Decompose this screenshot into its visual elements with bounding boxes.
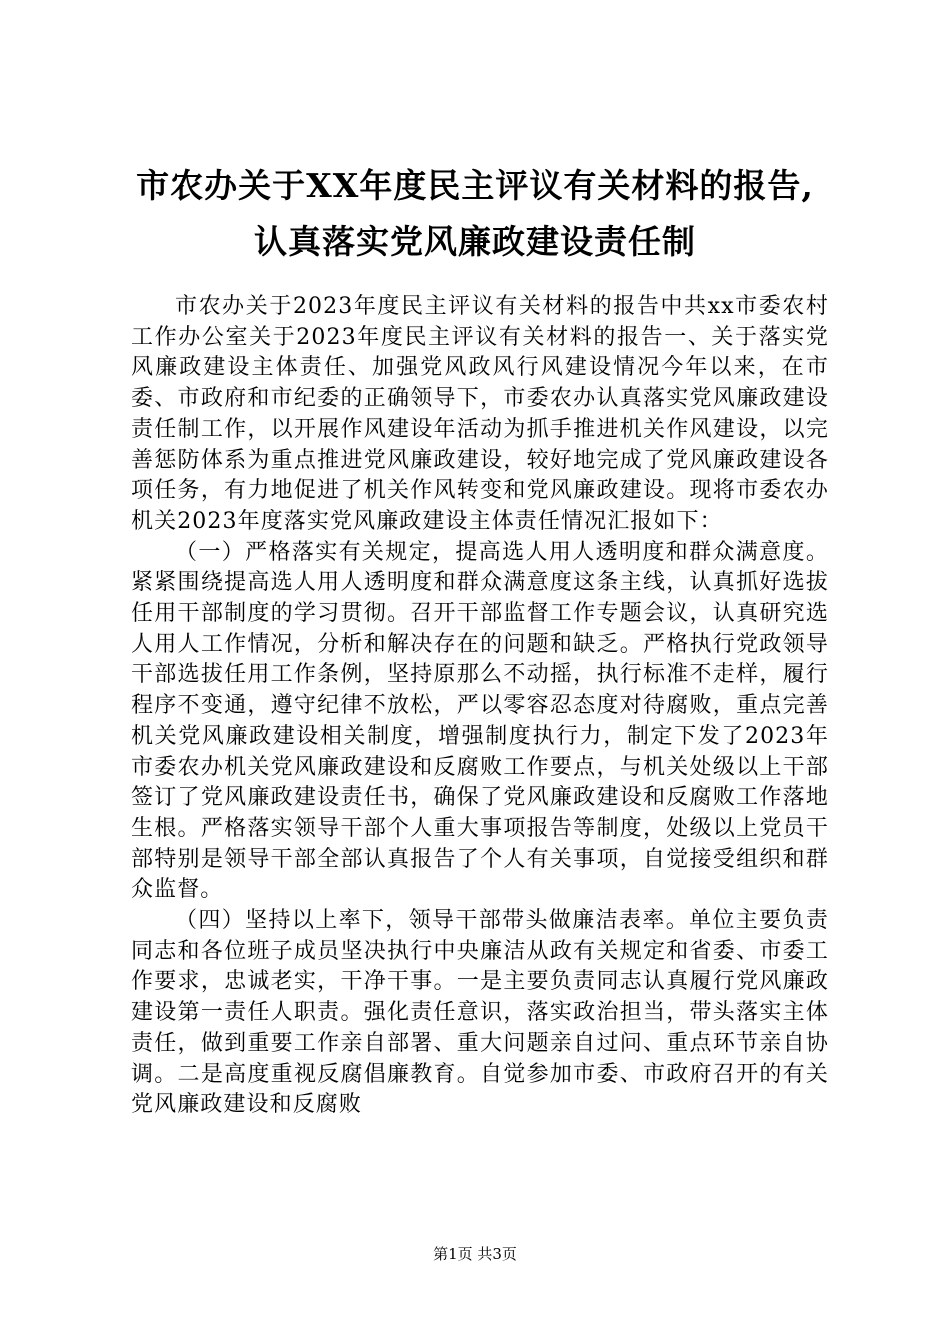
document-body	[131, 292, 829, 1121]
paragraph-section-4: （四）坚持以上率下，领导干部带头做廉洁表率。单位主要负责同志和各位班子成员坚决执行中央廉洁从政有关规定和省委、市委工作要求，忠诚老实，干净干事。一是主要负责同志认真履行党风廉政建设第一责任人职责。强化责任意识，落实政治担当，带头落实主体责任，做到重要工作亲自部署、重大问题亲自过问、重点环节亲自协调。二是高度重视反腐倡廉教育。自觉参加市委、市政府召开的有关党风廉政建设和反腐败	[131, 908, 829, 1118]
page-footer: 第1页 共3页	[433, 1245, 517, 1263]
document-title-line-2: 认真落实党风廉政建设责任制	[254, 222, 696, 261]
paragraph-section-1: （一）严格落实有关规定，提高选人用人透明度和群众满意度。紧紧围绕提高选人用人透明度和群众满意度这条主线，认真抓好选拔任用干部制度的学习贯彻。召开干部监督工作专题会议，认真研究选人用人工作情况，分析和解决存在的问题和缺乏。严格执行党政领导干部选拔任用工作条例，坚持原那么不动摇，执行标准不走样，履行程序不变通，遵守纪律不放松，严以零容忍态度对待腐败，重点完善机关党风廉政建设相关制度，增强制度执行力，制定下发了2023年市委农办机关党风廉政建设和反腐败工作要点，与机关处级以上干部签订了党风廉政建设责任书，确保了党风廉政建设和反腐败工作落地生根。严格落实领导干部个人重大事项报告等制度，处级以上党员干部特别是领导干部全部认真报告了个人有关事项，自觉接受组织和群众监督。	[131, 539, 829, 903]
paragraph-intro: 市农办关于2023年度民主评议有关材料的报告中共xx市委农村工作办公室关于2023年度民主评议有关材料的报告一、关于落实党风廉政建设主体责任、加强党风政风行风建设情况今年以来，在市委、市政府和市纪委的正确领导下，市委农办认真落实党风廉政建设责任制工作，以开展作风建设年活动为抓手推进机关作风建设，以完善惩防体系为重点推进党风廉政建设，较好地完成了党风廉政建设各项任务，有力地促进了机关作风转变和党风廉政建设。现将市委农办机关2023年度落实党风廉政建设主体责任情况汇报如下：	[131, 294, 829, 534]
document-title-line-1: 市农办关于XX年度民主评议有关材料的报告,	[136, 166, 814, 205]
